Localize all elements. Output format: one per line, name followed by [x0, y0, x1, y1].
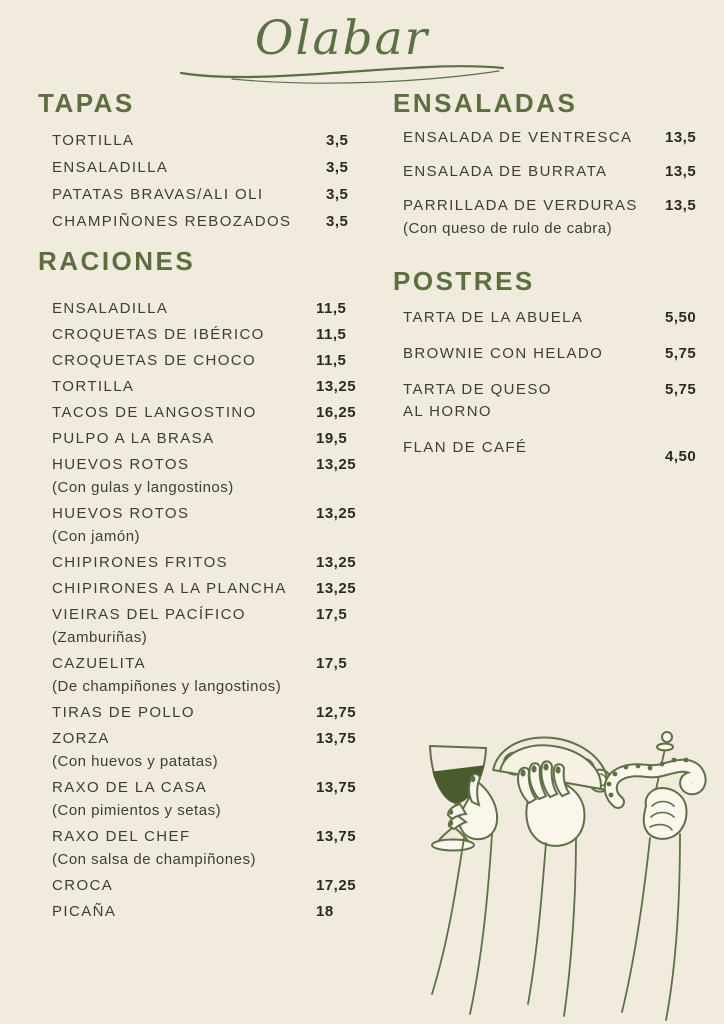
menu-item-name: HUEVOS ROTOS	[52, 505, 190, 522]
menu-item-name: TORTILLA	[52, 132, 135, 149]
menu-item-row	[52, 352, 360, 369]
menu-item-name: TORTILLA	[52, 378, 135, 395]
menu-item-row	[52, 828, 360, 845]
section-title-ensaladas: ENSALADAS	[393, 88, 578, 118]
menu-item-name: VIEIRAS DEL PACÍFICO	[52, 606, 246, 623]
menu-item-row	[52, 213, 360, 230]
section-title-tapas: TAPAS	[38, 88, 135, 118]
menu-item-price: 3,5	[326, 132, 349, 149]
menu-item-row	[52, 877, 360, 894]
section-tapas	[38, 88, 360, 230]
menu-item-price: 13,25	[316, 456, 357, 473]
menu-item-row	[52, 779, 360, 796]
octopus-skewer-hand-icon	[607, 732, 700, 1020]
menu-item-price: 5,50	[665, 309, 697, 326]
menu-item-price: 13,5	[665, 129, 697, 146]
right-column	[393, 88, 715, 484]
section-title-postres: POSTRES	[393, 266, 535, 296]
menu-item-price: 13,5	[665, 197, 697, 214]
menu-item-price: 13,75	[316, 730, 357, 747]
menu-item-price: 11,5	[316, 352, 347, 369]
menu-item-price: 13,75	[316, 828, 357, 845]
menu-item-price: 17,25	[316, 877, 357, 894]
menu-item-row	[52, 606, 360, 623]
menu-item-row	[52, 378, 360, 395]
menu-item-price: 13,25	[316, 554, 357, 571]
menu-item-price: 13,25	[316, 580, 357, 597]
menu-item-name: ZORZA	[52, 730, 110, 747]
menu-item-name: RAXO DE LA CASA	[52, 779, 208, 796]
menu-item-price: 17,5	[316, 655, 348, 672]
menu-item-price: 11,5	[316, 300, 347, 317]
menu-item-row	[52, 580, 360, 597]
menu-item-name: ENSALADILLA	[52, 300, 169, 317]
menu-item-name: CAZUELITA	[52, 655, 147, 672]
menu-item-name: BROWNIE CON HELADO	[403, 345, 604, 362]
menu-item-name: ENSALADA DE VENTRESCA	[403, 129, 633, 146]
menu-item-note: (Con queso de rulo de cabra)	[403, 220, 613, 237]
menu-item-price: 3,5	[326, 159, 349, 176]
logo	[177, 11, 507, 85]
menu-item-name: TARTA DE QUESO	[403, 381, 552, 398]
menu-item-price: 18	[316, 903, 334, 920]
menu-item-row	[52, 132, 360, 149]
menu-item-name: CROCA	[52, 877, 114, 894]
menu-item-name: FLAN DE CAFÉ	[403, 439, 528, 456]
menu-item-price: 5,75	[665, 381, 697, 398]
menu-item-name: HUEVOS ROTOS	[52, 456, 190, 473]
menu-item-name: ENSALADA DE BURRATA	[403, 163, 608, 180]
raciones-item-list	[38, 300, 360, 920]
menu-item-row	[52, 655, 360, 672]
menu-item-price: 13,25	[316, 505, 357, 522]
menu-item-name: RAXO DEL CHEF	[52, 828, 191, 845]
menu-item-row	[52, 730, 360, 747]
menu-item-row	[52, 300, 360, 317]
menu-item-name: PATATAS BRAVAS/ALI OLI	[52, 186, 264, 203]
menu-item-row	[403, 345, 715, 362]
menu-item-row	[52, 186, 360, 203]
menu-item-row	[403, 129, 715, 146]
menu-item-row	[403, 309, 715, 326]
ensaladas-item-list	[393, 129, 715, 237]
menu-item-name: CHIPIRONES A LA PLANCHA	[52, 580, 287, 597]
menu-item-name: TARTA DE LA ABUELA	[403, 309, 584, 326]
menu-item-row	[52, 326, 360, 343]
menu-item-price: 11,5	[316, 326, 347, 343]
menu-item-price: 3,5	[326, 213, 349, 230]
menu-item-row	[403, 439, 715, 465]
wine-glass-hand-icon	[430, 746, 497, 1014]
menu-item-note: (Con pimientos y setas)	[52, 802, 222, 819]
menu-item-name: CHAMPIÑONES REBOZADOS	[52, 213, 292, 230]
menu-item-name: ENSALADILLA	[52, 159, 169, 176]
postres-item-list	[393, 309, 715, 465]
menu-item-name: TIRAS DE POLLO	[52, 704, 195, 721]
tapas-item-list	[38, 132, 360, 230]
left-column	[38, 88, 360, 929]
menu-item-price: 17,5	[316, 606, 348, 623]
menu-item-name: PICAÑA	[52, 903, 117, 920]
section-raciones	[38, 246, 360, 920]
section-postres	[393, 266, 715, 465]
menu-item-price: 13,5	[665, 163, 697, 180]
menu-item-note: (De champiñones y langostinos)	[52, 678, 282, 695]
section-ensaladas	[393, 88, 715, 237]
menu-item-name: PULPO A LA BRASA	[52, 430, 215, 447]
menu-item-row	[52, 404, 360, 421]
menu-item-row	[403, 163, 715, 180]
menu-item-row	[52, 456, 360, 473]
shrimp-taco-hand-icon	[493, 729, 617, 1016]
logo-script-text: Olabar	[254, 11, 430, 66]
menu-item-note: (Con gulas y langostinos)	[52, 479, 234, 496]
menu-item-note: (Con huevos y patatas)	[52, 753, 219, 770]
menu-item-row	[403, 197, 715, 214]
menu-item-name: PARRILLADA DE VERDURAS	[403, 197, 638, 214]
menu-item-row	[52, 704, 360, 721]
menu-item-price: 13,75	[316, 779, 357, 796]
menu-item-price: 12,75	[316, 704, 357, 721]
menu-item-note: (Con jamón)	[52, 528, 141, 545]
menu-item-name-line2: AL HORNO	[403, 403, 492, 420]
menu-item-price: 3,5	[326, 186, 349, 203]
section-title-raciones: RACIONES	[38, 246, 196, 276]
menu-item-row	[403, 381, 715, 398]
menu-item-row	[52, 505, 360, 522]
menu-item-row	[52, 903, 360, 920]
menu-item-row	[52, 554, 360, 571]
menu-item-note: (Con salsa de champiñones)	[52, 851, 256, 868]
menu-item-name: CROQUETAS DE IBÉRICO	[52, 326, 265, 343]
menu-item-note: (Zamburiñas)	[52, 629, 148, 646]
menu-item-row	[52, 159, 360, 176]
hands-illustration	[400, 722, 724, 1022]
menu-item-name: CROQUETAS DE CHOCO	[52, 352, 257, 369]
menu-item-row	[52, 430, 360, 447]
menu-item-price: 19,5	[316, 430, 348, 447]
menu-item-price: 13,25	[316, 378, 357, 395]
menu-item-price: 16,25	[316, 404, 357, 421]
menu-item-name: CHIPIRONES FRITOS	[52, 554, 229, 571]
menu-item-price: 4,50	[665, 448, 697, 465]
menu-item-price: 5,75	[665, 345, 697, 362]
menu-item-name: TACOS DE LANGOSTINO	[52, 404, 257, 421]
